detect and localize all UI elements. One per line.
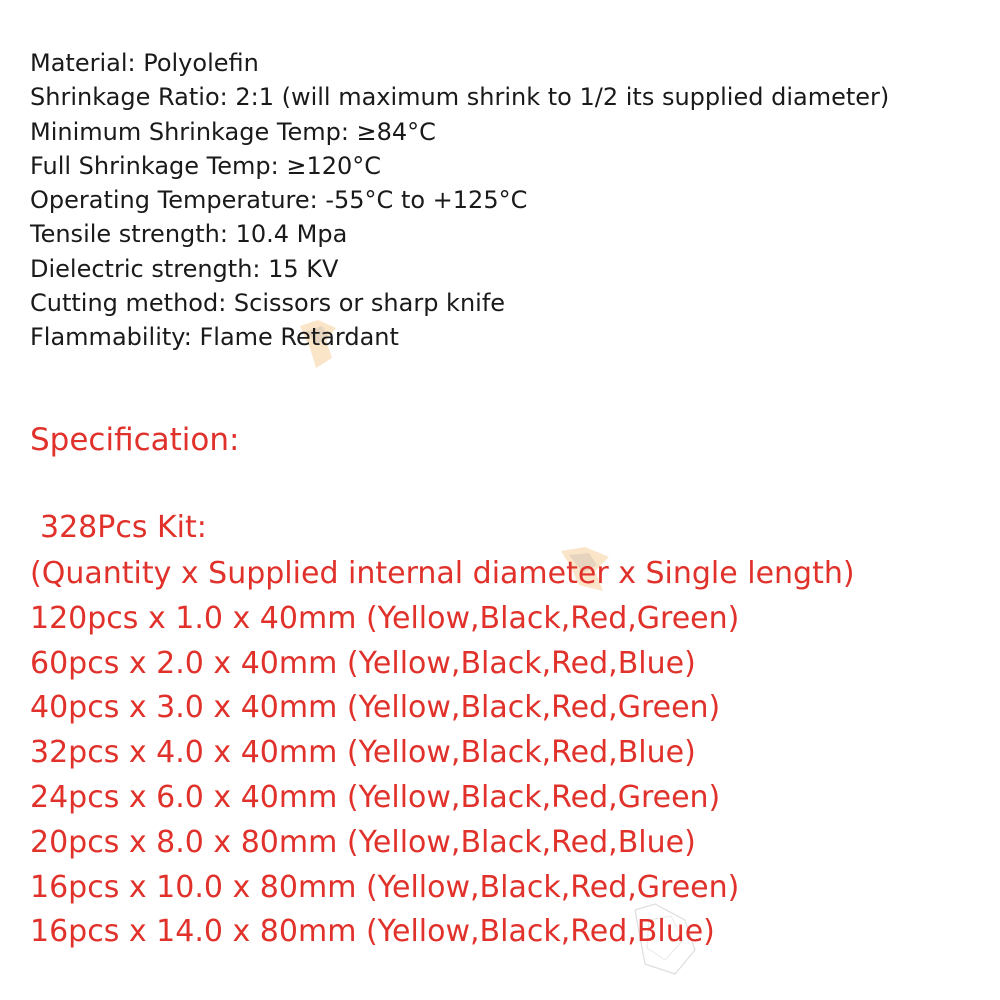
property-full-shrinkage-temp: Full Shrinkage Temp: ≥120°C	[30, 151, 382, 180]
property-tensile-strength: Tensile strength: 10.4 Mpa	[30, 220, 348, 249]
kit-column-legend: (Quantity x Supplied internal diameter x Single length)	[30, 556, 855, 591]
specification-heading: Specification:	[30, 422, 240, 458]
property-operating-temperature: Operating Temperature: -55°C to +125°C	[30, 186, 528, 215]
property-minimum-shrinkage-temp: Minimum Shrinkage Temp: ≥84°C	[30, 117, 436, 146]
kit-item: 24pcs x 6.0 x 40mm (Yellow,Black,Red,Green)	[30, 779, 721, 815]
kit-item: 20pcs x 8.0 x 80mm (Yellow,Black,Red,Blue)	[30, 824, 696, 860]
kit-item: 40pcs x 3.0 x 40mm (Yellow,Black,Red,Green)	[30, 690, 721, 726]
kit-item: 16pcs x 10.0 x 80mm (Yellow,Black,Red,Green)	[30, 869, 740, 905]
property-shrinkage-ratio: Shrinkage Ratio: 2:1 (will maximum shrink to 1/2 its supplied diameter)	[30, 83, 890, 112]
property-flammability: Flammability: Flame Retardant	[30, 323, 399, 352]
material-properties-list	[30, 46, 980, 355]
kit-item: 32pcs x 4.0 x 40mm (Yellow,Black,Red,Blue)	[30, 735, 696, 771]
kit-item: 16pcs x 14.0 x 80mm (Yellow,Black,Red,Blue)	[30, 914, 715, 950]
property-dielectric-strength: Dielectric strength: 15 KV	[30, 254, 339, 283]
kit-title: 328Pcs Kit:	[40, 510, 207, 545]
kit-item: 60pcs x 2.0 x 40mm (Yellow,Black,Red,Blue)	[30, 645, 696, 681]
kit-contents-list	[30, 552, 990, 955]
property-material: Material: Polyolefin	[30, 49, 259, 77]
kit-item: 120pcs x 1.0 x 40mm (Yellow,Black,Red,Green)	[30, 600, 740, 636]
property-cutting-method: Cutting method: Scissors or sharp knife	[30, 289, 506, 318]
